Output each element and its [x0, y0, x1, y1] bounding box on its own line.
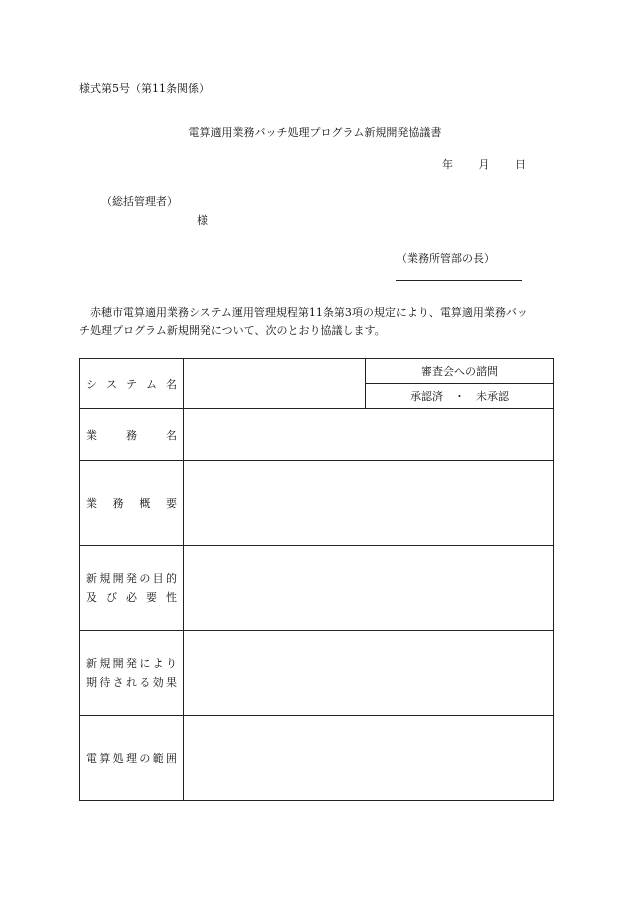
expected-effect-label: 新 規 開 発 に よ り 期 待 さ れ る 効 果 — [80, 631, 184, 716]
expected-effect-field[interactable] — [184, 631, 554, 716]
body-text-line-1: 赤穂市電算適用業務システム運用管理規程第11条第3項の規定により、電算適用業務バッ — [90, 306, 528, 319]
purpose-and-necessity-field[interactable] — [184, 546, 554, 631]
processing-scope-label: 電 算 処 理 の 範 囲 — [80, 716, 184, 801]
approval-status[interactable]: 承認済 ・ 未承認 — [366, 384, 554, 409]
form-number: 様式第5号（第11条関係） — [79, 82, 210, 95]
job-overview-label: 業 務 概 要 — [80, 461, 184, 546]
addressee-role: （総括管理者） — [101, 195, 178, 208]
date-day-label: 日 — [515, 158, 526, 171]
system-name-field[interactable] — [184, 359, 366, 409]
application-form-table — [79, 358, 554, 801]
processing-scope-field[interactable] — [184, 716, 554, 801]
signature-line — [396, 280, 522, 281]
addressee-honorific: 様 — [197, 214, 208, 227]
job-name-field[interactable] — [184, 409, 554, 461]
sender-role: （業務所管部の長） — [396, 252, 495, 265]
date-month-label: 月 — [478, 158, 490, 171]
job-name-label: 業 務 名 — [80, 409, 184, 461]
council-inquiry-label: 審査会への諮問 — [366, 359, 554, 384]
date-year-label: 年 — [442, 158, 453, 171]
body-text — [79, 304, 554, 340]
document-title: 電算適用業務バッチ処理プログラム新規開発協議書 — [188, 126, 442, 139]
body-text-line-2: チ処理プログラム新規開発について、次のとおり協議します。 — [79, 324, 386, 337]
system-name-label: シ ス テ ム 名 — [80, 359, 184, 409]
purpose-and-necessity-label: 新 規 開 発 の 目 的 及 び 必 要 性 — [80, 546, 184, 631]
job-overview-field[interactable] — [184, 461, 554, 546]
date-line — [442, 156, 526, 172]
